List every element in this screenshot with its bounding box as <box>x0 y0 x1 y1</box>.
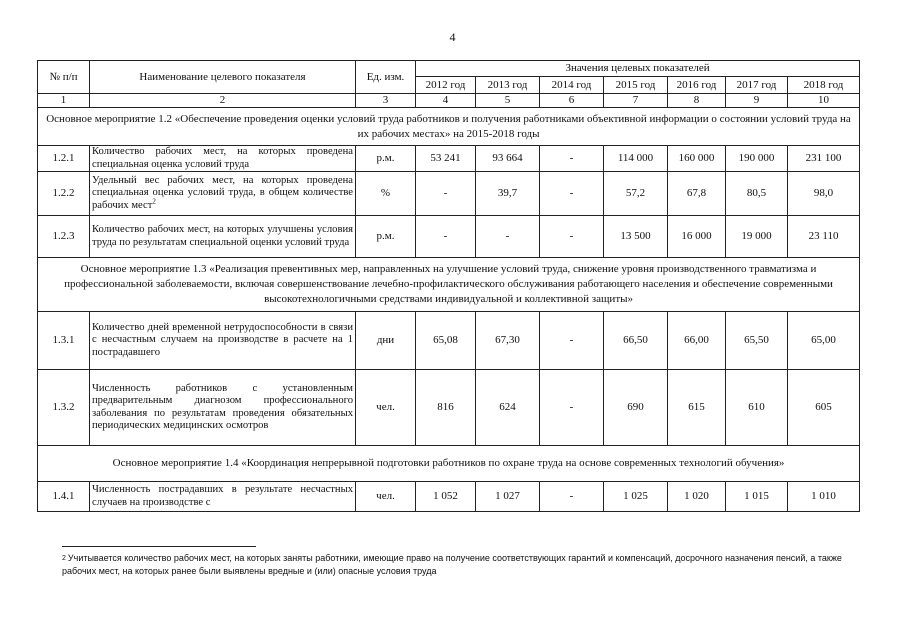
value-2012: 53 241 <box>416 146 476 172</box>
value-2013: 93 664 <box>476 146 540 172</box>
page-number: 4 <box>449 30 456 44</box>
indicator-name-text: Численность пострадавших в результате несчастных случаев на производстве с <box>92 484 353 508</box>
header-no: № п/п <box>38 61 90 94</box>
table-row <box>38 146 860 172</box>
header-year: 2016 год <box>668 77 726 94</box>
footnote <box>62 552 852 578</box>
column-number: 7 <box>604 94 668 108</box>
indicator-name-text: Количество рабочих мест, на которых проведена специальная оценка условий труда <box>92 146 353 170</box>
section-title: Основное мероприятие 1.4 «Координация непрерывной подготовки работников по охране труда на основе современных технологий обучения» <box>38 446 860 482</box>
value-2012: 65,08 <box>416 312 476 370</box>
indicator-name <box>90 172 356 216</box>
value-2018: 23 110 <box>788 216 860 258</box>
header-name: Наименование целевого показателя <box>90 61 356 94</box>
value-2018: 98,0 <box>788 172 860 216</box>
row-number: 1.2.2 <box>38 172 90 216</box>
footnote-text: Учитывается количество рабочих мест, на которых заняты работники, имеющие право на получение соответствующих гарантий и компенсаций, досрочного назначения пенсий, а также рабочих мест, на которых ранее были выявлены вредные и (или) опасные условия труда <box>62 553 842 576</box>
value-2017: 1 015 <box>726 482 788 512</box>
value-2018: 1 010 <box>788 482 860 512</box>
value-2017: 190 000 <box>726 146 788 172</box>
header-year: 2012 год <box>416 77 476 94</box>
table-row <box>38 482 860 512</box>
indicator-name-text: Количество дней временной нетрудоспособности в связи с несчастным случаем на производстве в расчете на 1 пострадавшего <box>92 322 353 358</box>
footnote-ref: 2 <box>152 197 156 206</box>
indicator-name <box>90 312 356 370</box>
header-year: 2018 год <box>788 77 860 94</box>
value-2013: 624 <box>476 370 540 446</box>
value-2015: 690 <box>604 370 668 446</box>
table-row <box>38 216 860 258</box>
value-2016: 66,00 <box>668 312 726 370</box>
table-row <box>38 312 860 370</box>
target-indicators-table <box>37 60 860 512</box>
indicator-name <box>90 216 356 258</box>
row-number: 1.2.3 <box>38 216 90 258</box>
header-unit: Ед. изм. <box>356 61 416 94</box>
indicator-name-text: Количество рабочих мест, на которых улучшены условия труда по результатам специальной оценки условий труда <box>92 224 353 248</box>
column-number-row <box>38 94 860 108</box>
value-2018: 231 100 <box>788 146 860 172</box>
indicator-name-text: Численность работников с установленным предварительным диагнозом профессионального заболевания по результатам проведения обязательных периодических медицинских осмотров <box>92 383 353 431</box>
value-2018: 605 <box>788 370 860 446</box>
column-number: 10 <box>788 94 860 108</box>
value-2014: - <box>540 172 604 216</box>
indicator-name <box>90 370 356 446</box>
value-2017: 80,5 <box>726 172 788 216</box>
column-number: 1 <box>38 94 90 108</box>
unit: р.м. <box>356 216 416 258</box>
value-2014: - <box>540 146 604 172</box>
row-number: 1.3.2 <box>38 370 90 446</box>
value-2016: 67,8 <box>668 172 726 216</box>
section-title: Основное мероприятие 1.3 «Реализация превентивных мер, направленных на улучшение условий труда, снижение уровня производственного травматизма и профессиональной заболеваемости, включая совершенствование лечебно-профилактического обслуживания работающего населения и обеспечение современными высокотехнологичными средствами индивидуальной и коллективной защиты» <box>38 258 860 312</box>
section-title: Основное мероприятие 1.2 «Обеспечение проведения оценки условий труда работников и получения работниками объективной информации о состоянии условий труда на их рабочих местах» на 2015-2018 годы <box>38 108 860 146</box>
indicator-name <box>90 146 356 172</box>
value-2016: 1 020 <box>668 482 726 512</box>
column-number: 5 <box>476 94 540 108</box>
value-2014: - <box>540 370 604 446</box>
value-2012: - <box>416 172 476 216</box>
value-2015: 66,50 <box>604 312 668 370</box>
value-2013: 67,30 <box>476 312 540 370</box>
column-number: 3 <box>356 94 416 108</box>
header-values: Значения целевых показателей <box>416 61 860 77</box>
row-number: 1.3.1 <box>38 312 90 370</box>
value-2013: 1 027 <box>476 482 540 512</box>
value-2012: - <box>416 216 476 258</box>
value-2018: 65,00 <box>788 312 860 370</box>
column-number: 9 <box>726 94 788 108</box>
value-2013: - <box>476 216 540 258</box>
value-2013: 39,7 <box>476 172 540 216</box>
unit: дни <box>356 312 416 370</box>
row-number: 1.4.1 <box>38 482 90 512</box>
row-number: 1.2.1 <box>38 146 90 172</box>
header-year: 2013 год <box>476 77 540 94</box>
indicator-name-text: Удельный вес рабочих мест, на которых проведена специальная оценка условий труда, в общем количестве рабочих мест <box>92 175 353 211</box>
value-2017: 65,50 <box>726 312 788 370</box>
value-2012: 1 052 <box>416 482 476 512</box>
footnote-divider <box>62 546 256 547</box>
value-2016: 16 000 <box>668 216 726 258</box>
value-2017: 610 <box>726 370 788 446</box>
value-2015: 114 000 <box>604 146 668 172</box>
header-year: 2014 год <box>540 77 604 94</box>
table-row <box>38 370 860 446</box>
unit: чел. <box>356 482 416 512</box>
value-2014: - <box>540 482 604 512</box>
value-2016: 160 000 <box>668 146 726 172</box>
table-row <box>38 172 860 216</box>
column-number: 8 <box>668 94 726 108</box>
value-2014: - <box>540 312 604 370</box>
header-year: 2017 год <box>726 77 788 94</box>
unit: р.м. <box>356 146 416 172</box>
unit: чел. <box>356 370 416 446</box>
value-2014: - <box>540 216 604 258</box>
value-2016: 615 <box>668 370 726 446</box>
footnote-mark: 2 <box>62 555 66 562</box>
value-2017: 19 000 <box>726 216 788 258</box>
column-number: 6 <box>540 94 604 108</box>
column-number: 4 <box>416 94 476 108</box>
value-2012: 816 <box>416 370 476 446</box>
value-2015: 13 500 <box>604 216 668 258</box>
unit: % <box>356 172 416 216</box>
indicator-name <box>90 482 356 512</box>
value-2015: 57,2 <box>604 172 668 216</box>
value-2015: 1 025 <box>604 482 668 512</box>
header-year: 2015 год <box>604 77 668 94</box>
column-number: 2 <box>90 94 356 108</box>
